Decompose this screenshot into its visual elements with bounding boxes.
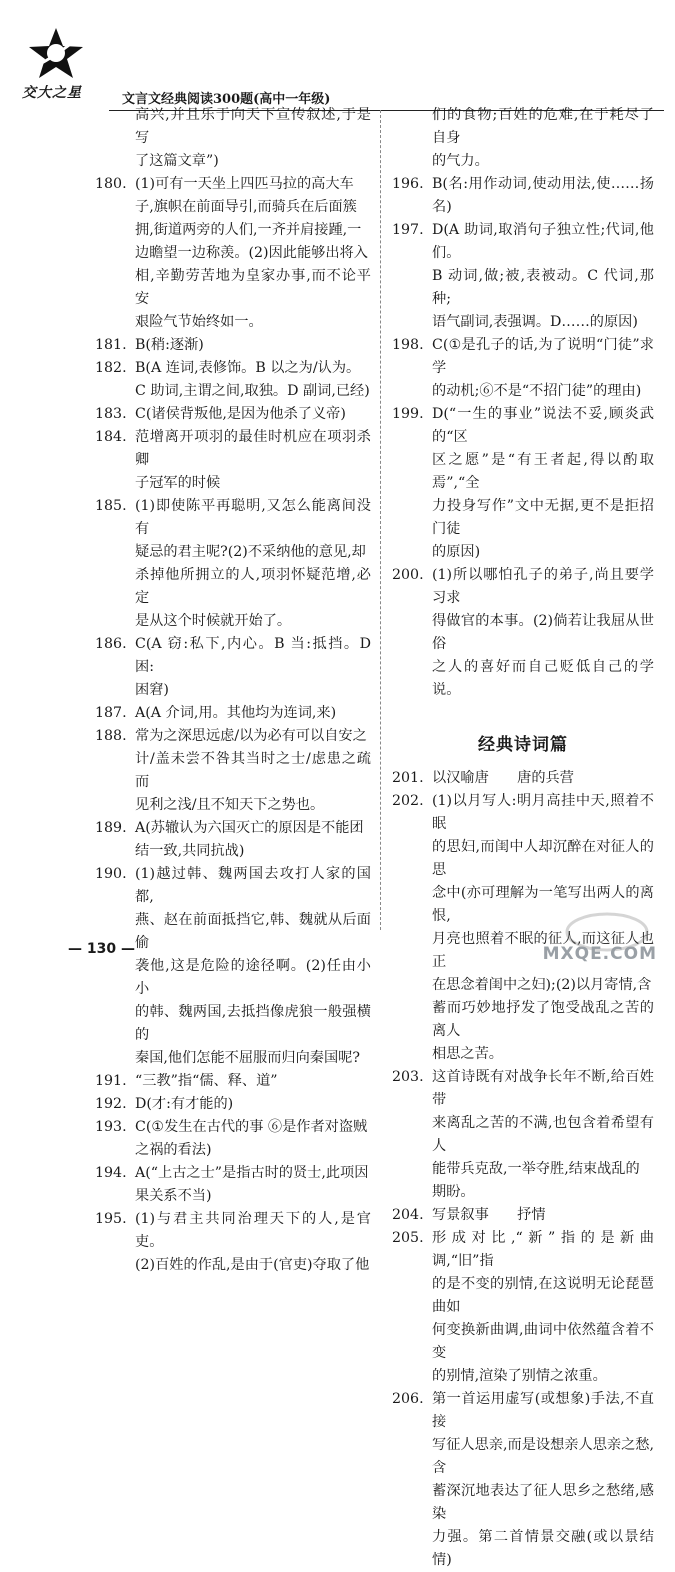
answer-entry <box>392 1227 654 1388</box>
answer-entry <box>95 863 371 1070</box>
entry-number: 186. <box>95 636 127 652</box>
answer-entry <box>392 104 654 173</box>
entry-number: 205. <box>392 1230 424 1246</box>
answer-entry <box>95 357 371 403</box>
entry-text <box>135 334 371 357</box>
entry-line: 计/盖未尝不咎其当时之士/虑患之疏而 <box>135 751 371 790</box>
column-divider <box>380 110 381 930</box>
entry-text <box>432 1204 654 1227</box>
entry-line: (1)以月写人:明月高挂中天,照着不眠 <box>432 793 654 832</box>
entry-line: 能带兵克敌,一举夺胜,结束战乱的 <box>432 1161 640 1177</box>
entry-line: C(诸侯背叛他,是因为他杀了义帝) <box>135 406 346 422</box>
answer-entry <box>392 767 654 790</box>
entry-line: 何变换新曲调,曲词中依然蕴含着不变 <box>432 1322 654 1361</box>
section-title: 经典诗词篇 <box>478 735 568 755</box>
answer-entry <box>392 564 654 702</box>
entry-text <box>135 702 371 725</box>
entry-line: 之祸的看法) <box>135 1142 212 1158</box>
entry-line: 的韩、魏两国,去抵挡像虎狼一般强横的 <box>135 1004 371 1043</box>
entry-text <box>135 1208 371 1277</box>
entry-number: 197. <box>392 222 424 238</box>
entry-text <box>432 403 654 564</box>
entry-line: (1)即使陈平再聪明,又怎么能离间没有 <box>135 498 371 537</box>
entry-text <box>432 1388 654 1572</box>
entry-line: 第一首运用虚写(或想象)手法,不直接 <box>432 1391 654 1430</box>
entry-line: 了这篇文章”) <box>135 153 219 169</box>
entry-line: D(才:有才能的) <box>135 1096 234 1112</box>
page-header <box>14 18 664 107</box>
entry-line: B(A 连词,表修饰。B 以之为/认为。 <box>135 360 361 376</box>
entry-number: 191. <box>95 1073 127 1089</box>
entry-line: 们的食物;百姓的危难,在于耗尽了自身 <box>432 107 654 146</box>
entry-line: B(稍:逐渐) <box>135 337 204 353</box>
answer-entry <box>95 702 371 725</box>
entry-line: 结一致,共同抗战) <box>135 843 245 859</box>
entry-number: 181. <box>95 337 127 353</box>
entry-line: C(①发生在古代的事 ⑥是作者对盗贼 <box>135 1119 368 1135</box>
answer-entry <box>95 495 371 633</box>
entry-line: (1)与君主共同治理天下的人,是官吏。 <box>135 1211 371 1250</box>
entry-line: 蓄而巧妙地抒发了饱受战乱之苦的离人 <box>432 1000 654 1039</box>
entry-line: 月亮也照着不眠的征人,而这征人也正 <box>432 931 654 970</box>
entry-text <box>135 817 371 863</box>
entry-text <box>135 173 371 334</box>
entry-line: 之人的喜好而自己贬低自己的学说。 <box>432 659 654 698</box>
entry-text <box>135 1116 371 1162</box>
entry-text <box>135 104 371 173</box>
entry-line: A(“上古之士”是指古时的贤士,此项因 <box>135 1165 369 1181</box>
entry-line: 形成对比,“新”指的是新曲调,“旧”指 <box>432 1230 654 1269</box>
entry-text <box>432 173 654 219</box>
entry-number: 204. <box>392 1207 424 1223</box>
entry-text <box>135 403 371 426</box>
entry-number <box>95 104 135 173</box>
answer-entry <box>95 633 371 702</box>
entry-line: 果关系不当) <box>135 1188 212 1204</box>
entry-line: 写征人思亲,而是设想亲人思亲之愁,含 <box>432 1437 654 1476</box>
entry-number: 183. <box>95 406 127 422</box>
answer-entry <box>95 1093 371 1116</box>
entry-line: 以汉喻唐 唐的兵营 <box>432 770 574 786</box>
entry-line: 燕、赵在前面抵挡它,韩、魏就从后面偷 <box>135 912 371 951</box>
entry-line: 艰险气节始终如一。 <box>135 314 263 330</box>
answer-entry <box>95 426 371 495</box>
entry-line: 疑忌的君主呢?(2)不采纳他的意见,却 <box>135 544 366 560</box>
entry-number: 193. <box>95 1119 127 1135</box>
entry-line: 相,辛勤劳苦地为皇家办事,而不论平安 <box>135 268 371 307</box>
watermark-text: MXQE.COM <box>542 944 657 964</box>
entry-line: B 动词,做;被,表被动。C 代词,那种; <box>432 268 654 307</box>
entry-text <box>135 1070 371 1093</box>
entry-line: “三教”指“儒、释、道” <box>135 1073 278 1089</box>
answer-entry <box>95 1070 371 1093</box>
entry-number: 202. <box>392 793 424 809</box>
entry-line: 袭他,这是危险的途径啊。(2)任由小小 <box>135 958 371 997</box>
entry-line: 子,旗帜在前面导引,而骑兵在后面簇 <box>135 199 357 215</box>
entry-text <box>432 219 654 334</box>
entry-text <box>432 104 654 173</box>
entry-line: 高兴,并且乐于向天下宣传叙述,于是写 <box>135 107 371 146</box>
entry-line: 杀掉他所拥立的人,项羽怀疑范增,必定 <box>135 567 371 606</box>
answer-entry <box>95 334 371 357</box>
entry-line: 子冠军的时候 <box>135 475 221 491</box>
entry-line: 秦国,他们怎能不屈服而归向秦国呢? <box>135 1050 360 1066</box>
entry-text <box>135 1162 371 1208</box>
page-number: — 130 — <box>68 941 135 957</box>
answer-entry <box>95 725 371 817</box>
entry-text <box>432 1066 654 1204</box>
entry-number: 206. <box>392 1391 424 1407</box>
entry-number <box>392 104 432 173</box>
entry-number: 192. <box>95 1096 127 1112</box>
entry-line: D(“一生的事业”说法不妥,顾炎武的“区 <box>432 406 654 445</box>
entry-number: 203. <box>392 1069 424 1085</box>
entry-text <box>432 564 654 702</box>
entry-text <box>135 863 371 1070</box>
entry-number: 180. <box>95 176 127 192</box>
entry-line: 范增离开项羽的最佳时机应在项羽杀卿 <box>135 429 371 468</box>
answer-entry <box>95 1116 371 1162</box>
entry-line: 是从这个时候就开始了。 <box>135 613 292 629</box>
entry-line: (1)所以哪怕孔子的弟子,尚且要学习求 <box>432 567 654 606</box>
answer-entry <box>95 817 371 863</box>
right-column <box>392 104 654 1572</box>
entry-line: 来离乱之苦的不满,也包含着希望有人 <box>432 1115 654 1154</box>
answer-entry <box>392 219 654 334</box>
entry-line: 常为之深思远虑/以为必有可以自安之 <box>135 728 367 744</box>
entry-line: 的动机;⑥不是“不招门徒”的理由) <box>432 383 642 399</box>
entry-line: 见利之浅/且不知天下之势也。 <box>135 797 325 813</box>
entry-line: (1)越过韩、魏两国去攻打人家的国都, <box>135 866 371 905</box>
entry-line: (2)百姓的作乱,是由于(官吏)夺取了他 <box>135 1257 370 1273</box>
book-title: 文言文经典阅读300题(高中一年级) <box>122 92 331 107</box>
entry-line: 蓄深沉地表达了征人思乡之愁绪,感染 <box>432 1483 654 1522</box>
entry-number: 187. <box>95 705 127 721</box>
entry-line: C(A 窃:私下,内心。B 当:抵挡。D 困: <box>135 636 371 675</box>
entry-line: 区之愿”是“有王者起,得以酌取焉”,“全 <box>432 452 654 491</box>
entry-line: 期盼。 <box>432 1184 475 1200</box>
entry-text <box>135 1093 371 1116</box>
entry-text <box>135 495 371 633</box>
entry-number: 190. <box>95 866 127 882</box>
answer-entry <box>392 1204 654 1227</box>
entry-number: 199. <box>392 406 424 422</box>
entry-number: 198. <box>392 337 424 353</box>
answer-entry <box>392 1066 654 1204</box>
logo-text: 交大之星 <box>22 85 82 101</box>
entry-number: 194. <box>95 1165 127 1181</box>
left-column <box>95 104 371 1277</box>
answer-entry <box>392 1388 654 1572</box>
entry-line: 得做官的本事。(2)倘若让我屈从世俗 <box>432 613 654 652</box>
entry-text <box>432 1227 654 1388</box>
entry-line: 的原因) <box>432 544 481 560</box>
entry-line: 相思之苦。 <box>432 1046 503 1062</box>
entry-number: 201. <box>392 770 424 786</box>
entry-line: 在思念着闺中之妇);(2)以月寄情,含 <box>432 977 652 993</box>
entry-line: 的是不变的别情,在这说明无论琵琶曲如 <box>432 1276 654 1315</box>
answer-entry <box>392 403 654 564</box>
entry-line: 力强。第二首情景交融(或以景结情) <box>432 1529 654 1568</box>
entry-number: 195. <box>95 1211 127 1227</box>
entry-line: A(苏辙认为六国灭亡的原因是不能团 <box>135 820 364 836</box>
answer-entry <box>392 173 654 219</box>
entry-number: 185. <box>95 498 127 514</box>
entry-line: 的别情,渲染了别情之浓重。 <box>432 1368 607 1384</box>
entry-text <box>432 767 654 790</box>
entry-line: 的气力。 <box>432 153 489 169</box>
entry-number: 188. <box>95 728 127 744</box>
entry-line: 的思妇,而闺中人却沉醉在对征人的思 <box>432 839 654 878</box>
entry-line: 力投身写作”文中无据,更不是拒招门徒 <box>432 498 654 537</box>
answer-entry <box>95 1162 371 1208</box>
entry-line: 念中(亦可理解为一笔写出两人的离恨, <box>432 885 654 924</box>
entry-number: 184. <box>95 429 127 445</box>
entry-line: C(①是孔子的话,为了说明“门徒”求学 <box>432 337 654 376</box>
entry-number: 182. <box>95 360 127 376</box>
entry-line: D(A 助词,取消句子独立性;代词,他们。 <box>432 222 654 261</box>
star-logo-icon <box>26 26 86 81</box>
entry-line: C 助词,主谓之间,取独。D 副词,已经) <box>135 383 370 399</box>
entry-text <box>432 334 654 403</box>
entry-text <box>135 725 371 817</box>
entry-line: 边瞻望一边称羡。(2)因此能够出将入 <box>135 245 368 261</box>
entry-number: 200. <box>392 567 424 583</box>
answer-entry <box>392 334 654 403</box>
entry-text <box>135 633 371 702</box>
entry-line: 这首诗既有对战争长年不断,给百姓带 <box>432 1069 654 1108</box>
entry-line: A(A 介词,用。其他均为连词,来) <box>135 705 337 721</box>
entry-line: 语气副词,表强调。D……的原因) <box>432 314 638 330</box>
entry-line: 写景叙事 抒情 <box>432 1207 546 1223</box>
entry-line: (1)可有一天坐上四匹马拉的高大车 <box>135 176 354 192</box>
entry-number: 196. <box>392 176 424 192</box>
entry-text <box>135 426 371 495</box>
entry-text <box>135 357 371 403</box>
answer-entry <box>95 104 371 173</box>
entry-line: 拥,街道两旁的人们,一齐并肩接踵,一 <box>135 222 362 238</box>
entry-number: 189. <box>95 820 127 836</box>
answer-entry <box>95 1208 371 1277</box>
entry-line: B(名:用作动词,使动用法,使……扬名) <box>432 176 654 215</box>
answer-entry <box>95 173 371 334</box>
entry-line: 困窘) <box>135 682 169 698</box>
answer-entry <box>95 403 371 426</box>
